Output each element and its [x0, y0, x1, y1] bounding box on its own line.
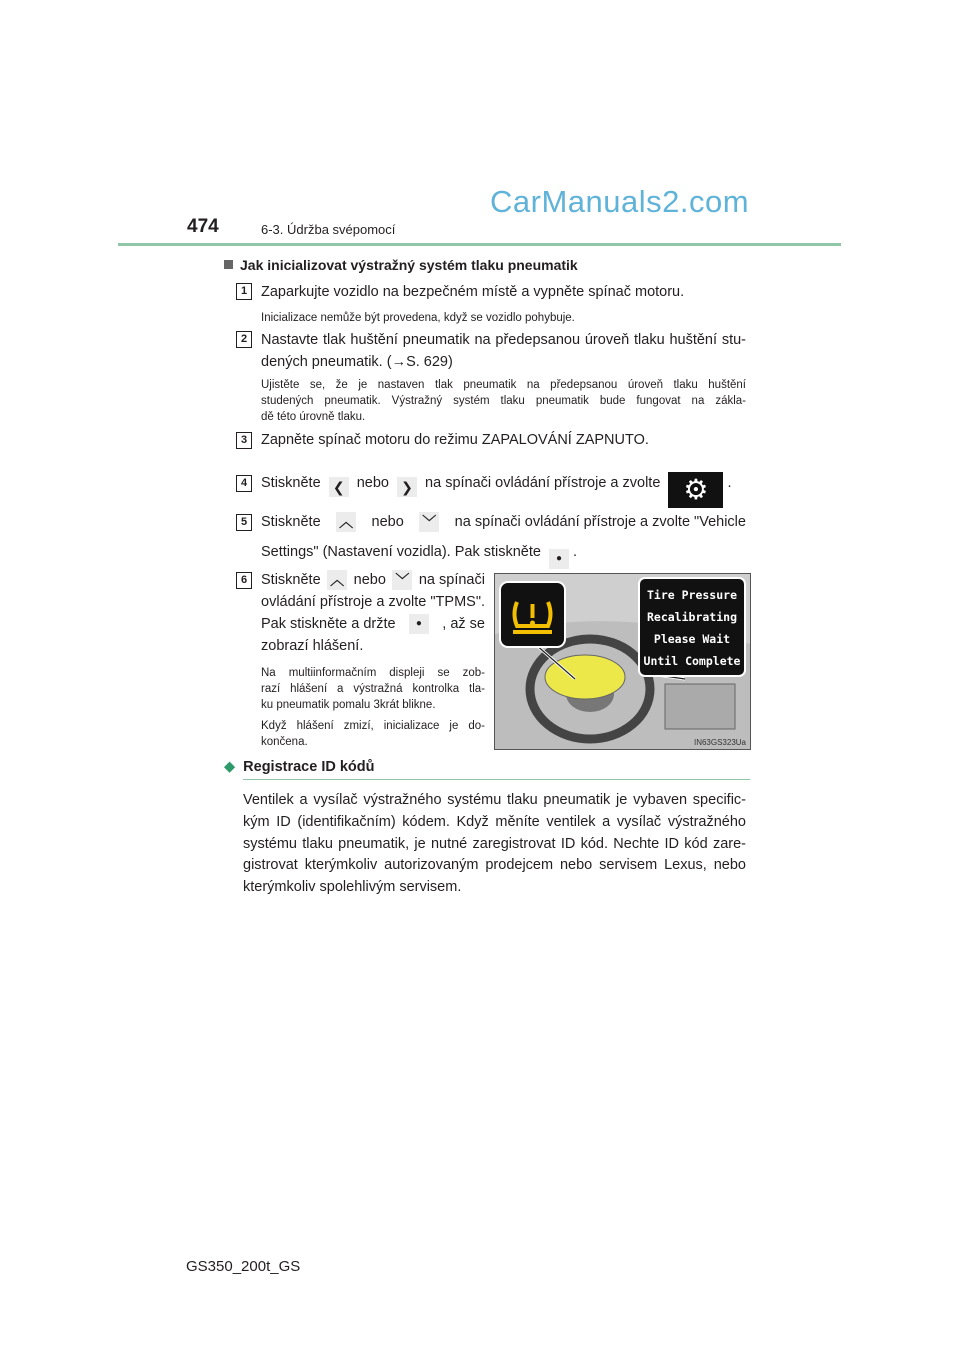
- watermark-logo: CarManuals2.com: [490, 184, 750, 219]
- section-title: 6-3. Údržba svépomocí: [261, 222, 396, 237]
- step-3-text: Zapněte spínač motoru do režimu ZAPALOVÁNÍ ZAPNUTO.: [261, 432, 649, 448]
- multi-info-display-message: Tire Pressure Recalibrating Please Wait Until Complete: [643, 588, 741, 668]
- illustration-code: IN63GS323Ua: [693, 738, 746, 747]
- step-2-text: Nastavte tlak huštění pneumatik na předepsanou úroveň tlaku huštění stu- dených pneumatik. (→S. 629): [261, 332, 746, 370]
- step-number-3: 3: [236, 432, 252, 449]
- page-number: 474: [187, 216, 219, 237]
- step-6-note-1: Na multiinformačním displeji se zob- razí hlášení a výstražná kontrolka tla- ku pneumatik pomalu 3krát blikne.: [261, 667, 485, 711]
- right-arrow-icon: ❯: [397, 477, 417, 497]
- procedure-heading: Jak inicializovat výstražný systém tlaku pneumatik: [224, 257, 578, 273]
- footer-model-code: GS350_200t_GS: [186, 1258, 301, 1275]
- step-number-1: 1: [236, 283, 252, 300]
- step-6-text: Stiskněte ︿ nebo ﹀ na spínači ovládání přístroje a zvolte "TPMS". Pak stiskněte a držte ● , až se zobrazí hlášení.: [261, 572, 485, 654]
- enter-button-icon: ●: [549, 549, 569, 569]
- square-bullet-icon: [224, 260, 233, 269]
- registration-paragraph: Ventilek a vysílač výstražného systému tlaku pneumatik je vybaven specific- kým ID (identifikačním) kódem. Když měníte ventilek a vysílač výstražného systému tlaku pneumatik, je nutné zaregistrovat ID kód. Nechte ID kód zare- gistrovat kterýmkoliv autorizovaným prodejcem nebo servisem Lexus, nebo kterýmkoliv spolehlivým servisem.: [243, 792, 746, 896]
- diamond-bullet-icon: ◆: [224, 759, 236, 775]
- gear-icon: ⚙: [668, 472, 723, 508]
- section-rule: [243, 779, 750, 780]
- step-number-6: 6: [236, 572, 252, 589]
- step-6-note-2: Když hlášení zmizí, inicializace je do- končena.: [261, 720, 485, 748]
- step-1-note: Inicializace nemůže být provedena, když se vozidlo pohybuje.: [261, 312, 575, 324]
- up-arrow-icon: ︿: [336, 512, 356, 532]
- step-1-text: Zaparkujte vozidlo na bezpečném místě a vypněte spínač motoru.: [261, 284, 685, 300]
- enter-button-icon: ●: [409, 614, 429, 634]
- step-number-5: 5: [236, 514, 252, 531]
- up-arrow-icon: ︿: [327, 570, 347, 590]
- down-arrow-icon: ﹀: [392, 570, 412, 590]
- down-arrow-icon: ﹀: [419, 512, 439, 532]
- left-arrow-icon: ❮: [329, 477, 349, 497]
- step-5-text: Stiskněte ︿ nebo ﹀ na spínači ovládání přístroje a zvolte "Vehicle Settings" (Nastavení vozidla). Pak stiskněte ● .: [261, 511, 746, 569]
- registration-heading: ◆ Registrace ID kódů: [224, 759, 375, 775]
- step-2-note: Ujistěte se, že je nastaven tlak pneumatik na předepsanou úroveň tlaku huštění studených pneumatik. Výstražný systém tlaku pneumatik bude fungovat na zákla- dě této úrovně tlaku.: [261, 379, 746, 423]
- dashboard-illustration: [494, 573, 751, 750]
- step-number-4: 4: [236, 475, 252, 492]
- step-4-text: Stiskněte ❮ nebo ❯ na spínači ovládání přístroje a zvolte ⚙ .: [261, 472, 731, 508]
- step-number-2: 2: [236, 331, 252, 348]
- header-rule: [118, 243, 841, 246]
